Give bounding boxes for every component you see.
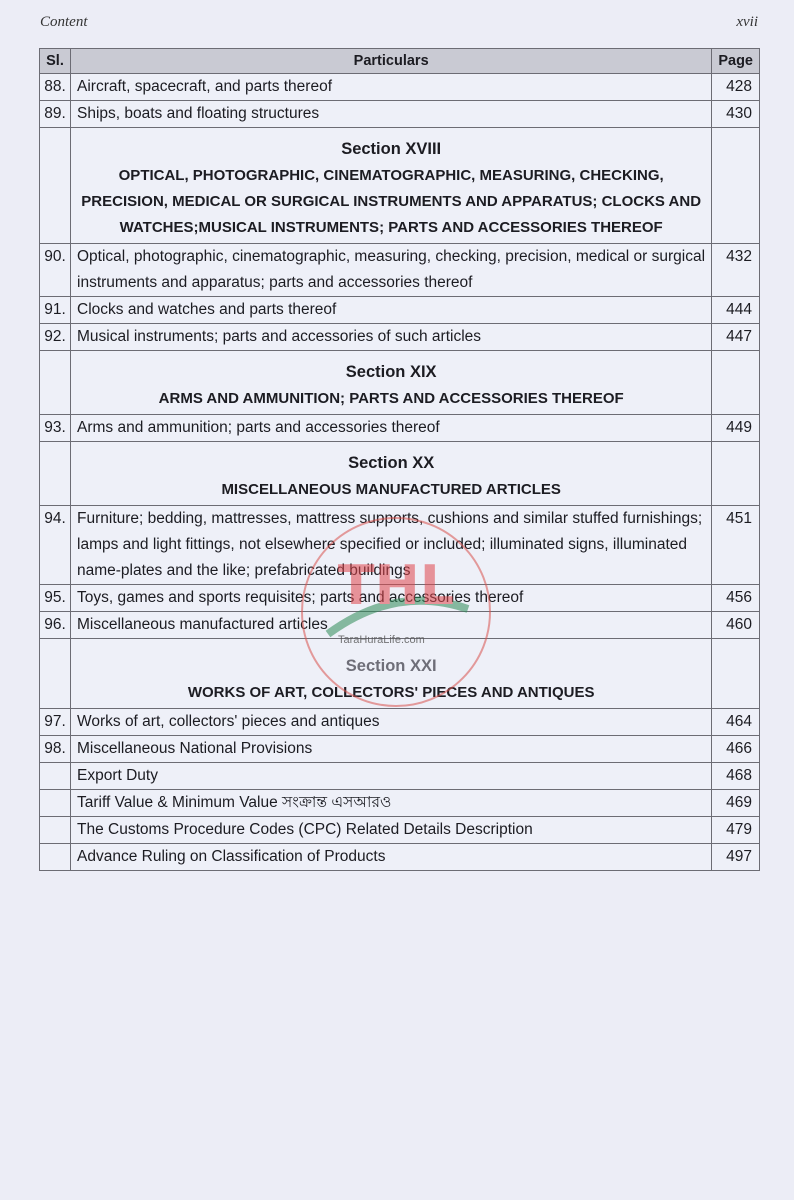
section-heading [71, 351, 712, 415]
row-page: 432 [712, 244, 760, 297]
section-heading [71, 442, 712, 506]
table-row [40, 790, 760, 817]
page-number: xvii [736, 14, 758, 30]
section-page-empty [712, 639, 760, 709]
watermark-site-text: TaraHuraLife.com [338, 634, 425, 646]
row-page: 456 [712, 585, 760, 612]
running-head [40, 14, 758, 31]
section-page-empty [712, 351, 760, 415]
table-row [40, 506, 760, 585]
section-row [40, 128, 760, 244]
row-particulars: Miscellaneous National Provisions [71, 736, 712, 763]
row-sl: 98. [40, 736, 71, 763]
row-sl: 93. [40, 415, 71, 442]
row-particulars: Export Duty [71, 763, 712, 790]
row-page: 479 [712, 817, 760, 844]
section-heading [71, 639, 712, 709]
row-particulars: Tariff Value & Minimum Value সংক্রান্ত এসআরও [71, 790, 712, 817]
section-description: ARMS AND AMMUNITION; PARTS AND ACCESSORIES THEREOF [158, 390, 624, 407]
row-page: 468 [712, 763, 760, 790]
table-row [40, 585, 760, 612]
row-particulars: Miscellaneous manufactured articles [71, 612, 712, 639]
row-particulars: Toys, games and sports requisites; parts and accessories thereof [71, 585, 712, 612]
header-particulars: Particulars [71, 49, 712, 74]
running-head-left: Content [40, 14, 88, 30]
header-sl: Sl. [40, 49, 71, 74]
row-sl: 90. [40, 244, 71, 297]
section-row [40, 351, 760, 415]
header-page: Page [712, 49, 760, 74]
row-particulars: Works of art, collectors' pieces and antiques [71, 709, 712, 736]
table-row [40, 74, 760, 101]
row-sl [40, 790, 71, 817]
row-particulars: Optical, photographic, cinematographic, measuring, checking, precision, medical or surgical instruments and apparatus; parts and accessories thereof [71, 244, 712, 297]
section-title: Section XXI [345, 657, 437, 675]
row-particulars: The Customs Procedure Codes (CPC) Related Details Description [71, 817, 712, 844]
table-row [40, 763, 760, 790]
row-particulars: Clocks and watches and parts thereof [71, 297, 712, 324]
table-row [40, 415, 760, 442]
row-page: 449 [712, 415, 760, 442]
row-page: 469 [712, 790, 760, 817]
section-description: WORKS OF ART, COLLECTORS' PIECES AND ANTIQUES [187, 684, 595, 701]
row-page: 428 [712, 74, 760, 101]
row-page: 460 [712, 612, 760, 639]
row-particulars: Arms and ammunition; parts and accessories thereof [71, 415, 712, 442]
row-particulars: Musical instruments; parts and accessories of such articles [71, 324, 712, 351]
row-sl [40, 844, 71, 871]
watermark-logo-text: THL [337, 554, 455, 617]
row-page: 466 [712, 736, 760, 763]
contents-table [39, 48, 760, 871]
section-description: OPTICAL, PHOTOGRAPHIC, CINEMATOGRAPHIC, MEASURING, CHECKING, PRECISION, MEDICAL OR SURGICAL INSTRUMENTS AND APPARATUS; CLOCKS AND WATCHES;MUSICAL INSTRUMENTS; PARTS AND ACCESSORIES THEREOF [81, 167, 702, 236]
row-page: 497 [712, 844, 760, 871]
section-page-empty [712, 128, 760, 244]
section-sl-empty [40, 442, 71, 506]
table-row [40, 844, 760, 871]
row-sl [40, 817, 71, 844]
row-page: 451 [712, 506, 760, 585]
row-page: 447 [712, 324, 760, 351]
section-row [40, 639, 760, 709]
section-title: Section XX [348, 454, 435, 472]
row-particulars: Furniture; bedding, mattresses, mattress supports, cushions and similar stuffed furnishings; lamps and light fittings, not elsewhere specified or included; illuminated signs, illuminated name-plates and the like; prefabricated buildings [71, 506, 712, 585]
row-sl: 89. [40, 101, 71, 128]
row-sl: 94. [40, 506, 71, 585]
section-sl-empty [40, 128, 71, 244]
table-row [40, 244, 760, 297]
table-row [40, 709, 760, 736]
row-sl: 88. [40, 74, 71, 101]
row-sl: 96. [40, 612, 71, 639]
section-sl-empty [40, 351, 71, 415]
section-title: Section XIX [345, 363, 437, 381]
table-row [40, 101, 760, 128]
row-particulars: Aircraft, spacecraft, and parts thereof [71, 74, 712, 101]
row-sl [40, 763, 71, 790]
section-row [40, 442, 760, 506]
row-page: 464 [712, 709, 760, 736]
row-sl: 91. [40, 297, 71, 324]
section-sl-empty [40, 639, 71, 709]
row-page: 444 [712, 297, 760, 324]
row-page: 430 [712, 101, 760, 128]
row-sl: 97. [40, 709, 71, 736]
section-description: MISCELLANEOUS MANUFACTURED ARTICLES [221, 481, 561, 498]
table-row [40, 817, 760, 844]
section-page-empty [712, 442, 760, 506]
row-particulars: Ships, boats and floating structures [71, 101, 712, 128]
section-heading [71, 128, 712, 244]
section-title: Section XVIII [341, 140, 442, 158]
table-row [40, 324, 760, 351]
table-header-row [40, 49, 760, 74]
table-row [40, 297, 760, 324]
row-sl: 92. [40, 324, 71, 351]
row-particulars: Advance Ruling on Classification of Products [71, 844, 712, 871]
table-row [40, 736, 760, 763]
row-sl: 95. [40, 585, 71, 612]
